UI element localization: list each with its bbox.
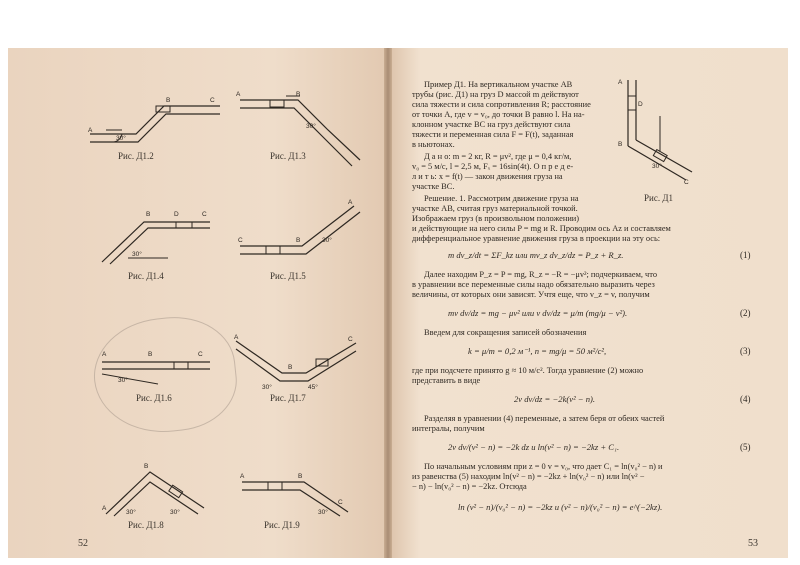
svg-text:B: B [288, 364, 293, 371]
equation-6: ln (v² − n)/(v₀² − n) = −2kz и (v² − n)/(v₀² − n) = e^(−2kz). [458, 502, 663, 512]
svg-text:30°: 30° [116, 135, 126, 142]
figure-d1-3 [236, 88, 366, 158]
caption-d1-6: Рис. Д1.6 [136, 393, 172, 403]
text-line: участке AB, считая груз материальной точкой. [412, 204, 578, 213]
svg-text:30°: 30° [318, 509, 328, 516]
equation-3: k = μ/m = 0,2 м⁻¹, n = mg/μ = 50 м²/с², [468, 346, 607, 356]
equation-5: 2v dv/(v² − n) = −2k dz и ln(v² − n) = −2kz + C₁. [448, 442, 620, 452]
caption-d1-9: Рис. Д1.9 [264, 520, 300, 530]
svg-text:30°: 30° [118, 377, 128, 384]
svg-text:C: C [684, 179, 689, 186]
text-line: представить в виде [412, 376, 481, 385]
equation-2: mv dv/dz = mg − μv² или v dv/dz = μ/m (mg/μ − v²). [448, 308, 628, 318]
svg-text:C: C [210, 97, 215, 104]
text-line: клонном участке BC на груз действуют сила [412, 120, 571, 129]
text-line: в ньютонах. [412, 140, 455, 149]
equation-4-number: (4) [740, 394, 751, 404]
caption-d1-5: Рис. Д1.5 [270, 271, 306, 281]
caption-d1: Рис. Д1 [644, 193, 673, 203]
svg-text:A: A [102, 505, 107, 512]
text-line: Далее находим P_z = P = mg, R_z = −R = −μv²; подчеркиваем, что [424, 270, 658, 279]
page-number-right: 53 [748, 538, 758, 549]
text-line: в уравнении все переменные силы надо обязательно выразить через [412, 280, 655, 289]
book-spread [8, 48, 788, 558]
text-line: − n) − ln(v₀² − n) = −2kz. Отсюда [412, 482, 527, 491]
text-line: и действующие на него силы P = mg и R. Проводим ось Az и составляем [412, 224, 671, 233]
svg-text:A: A [236, 91, 241, 98]
svg-text:C: C [202, 211, 207, 218]
svg-text:A: A [234, 334, 239, 341]
text-line: Решение. 1. Рассмотрим движение груза на [424, 194, 579, 203]
svg-text:45°: 45° [308, 384, 318, 391]
svg-text:B: B [296, 237, 301, 244]
svg-text:A: A [348, 199, 353, 206]
caption-d1-7: Рис. Д1.7 [270, 393, 306, 403]
figure-d1 [616, 76, 696, 186]
svg-text:30°: 30° [322, 237, 332, 244]
text-line: Разделяя в уравнении (4) переменные, а затем беря от обеих частей [424, 414, 665, 423]
svg-text:B: B [618, 141, 623, 148]
svg-text:B: B [296, 91, 301, 98]
svg-text:30°: 30° [652, 163, 662, 170]
text-line: Изображаем груз (в произвольном положении) [412, 214, 580, 223]
svg-text:30°: 30° [170, 509, 180, 516]
figure-d1-2 [86, 88, 226, 148]
equation-1: m dv_z/dt = ΣF_kz или mv_z dv_z/dz = P_z + R_z. [448, 250, 624, 260]
equation-5-number: (5) [740, 442, 751, 452]
svg-text:D: D [638, 101, 643, 108]
svg-text:C: C [338, 499, 343, 506]
figure-d1-8 [100, 458, 220, 518]
svg-text:B: B [148, 351, 153, 358]
text-line: трубы (рис. Д1) на груз D массой m действуют [412, 90, 579, 99]
caption-d1-4: Рис. Д1.4 [128, 271, 164, 281]
text-line: v₀ = 5 м/с, l = 2,5 м, Fₓ = 16sin(4t). О п р е д е- [412, 162, 574, 171]
text-line: величины, от которых они зависят. Учтя еще, что v_z = v, получим [412, 290, 650, 299]
page-number-left: 52 [78, 538, 88, 549]
text-line: тяжести и переменная сила F = F(t), заданная [412, 130, 574, 139]
svg-text:B: B [144, 463, 149, 470]
svg-text:C: C [348, 336, 353, 343]
book-spine [384, 48, 392, 558]
svg-text:B: B [298, 473, 303, 480]
text-line: По начальным условиям при z = 0 v = v₀, что дает C₁ = ln(v₀² − n) и [424, 462, 663, 471]
equation-1-number: (1) [740, 250, 751, 260]
figure-d1-6 [98, 338, 218, 388]
svg-text:A: A [240, 473, 245, 480]
svg-text:B: B [146, 211, 151, 218]
text-line: из равенства (5) находим ln(v² − n) = −2kz + ln(v₀² − n) или ln(v² − [412, 472, 645, 481]
text-line: Введем для сокращения записей обозначения [424, 328, 587, 337]
figure-d1-7 [232, 333, 362, 393]
text-line: л и т ь: x = f(t) — закон движения груза на [412, 172, 563, 181]
svg-text:C: C [198, 351, 203, 358]
text-line: участке BC. [412, 182, 455, 191]
svg-text:A: A [88, 127, 93, 134]
text-line: интегралы, получим [412, 424, 485, 433]
equation-4: 2v dv/dz = −2k(v² − n). [514, 394, 596, 404]
svg-text:30°: 30° [126, 509, 136, 516]
svg-text:D: D [174, 211, 179, 218]
text-line: Д а н о: m = 2 кг, R = μv², где μ = 0,4 кг/м, [424, 152, 572, 161]
svg-text:30°: 30° [132, 251, 142, 258]
caption-d1-8: Рис. Д1.8 [128, 520, 164, 530]
text-line: где при подсчете принято g ≈ 10 м/с². Тогда уравнение (2) можно [412, 366, 644, 375]
text-line: Пример Д1. На вертикальном участке AB [424, 80, 573, 89]
caption-d1-2: Рис. Д1.2 [118, 151, 154, 161]
svg-text:30°: 30° [262, 384, 272, 391]
figure-d1-4 [98, 198, 218, 268]
svg-text:A: A [102, 351, 107, 358]
figure-d1-9 [238, 468, 358, 518]
svg-text:B: B [166, 97, 171, 104]
caption-d1-3: Рис. Д1.3 [270, 151, 306, 161]
svg-text:C: C [238, 237, 243, 244]
equation-3-number: (3) [740, 346, 751, 356]
text-line: дифференциальное уравнение движения груза в проекции на эту ось: [412, 234, 661, 243]
figure-d1-5 [236, 198, 366, 268]
equation-2-number: (2) [740, 308, 751, 318]
svg-text:30°: 30° [306, 123, 316, 130]
text-line: сила тяжести и сила сопротивления R; расстояние [412, 100, 591, 109]
svg-text:A: A [618, 79, 623, 86]
text-line: от точки A, где v = v₀, до точки B равно l. На на- [412, 110, 585, 119]
